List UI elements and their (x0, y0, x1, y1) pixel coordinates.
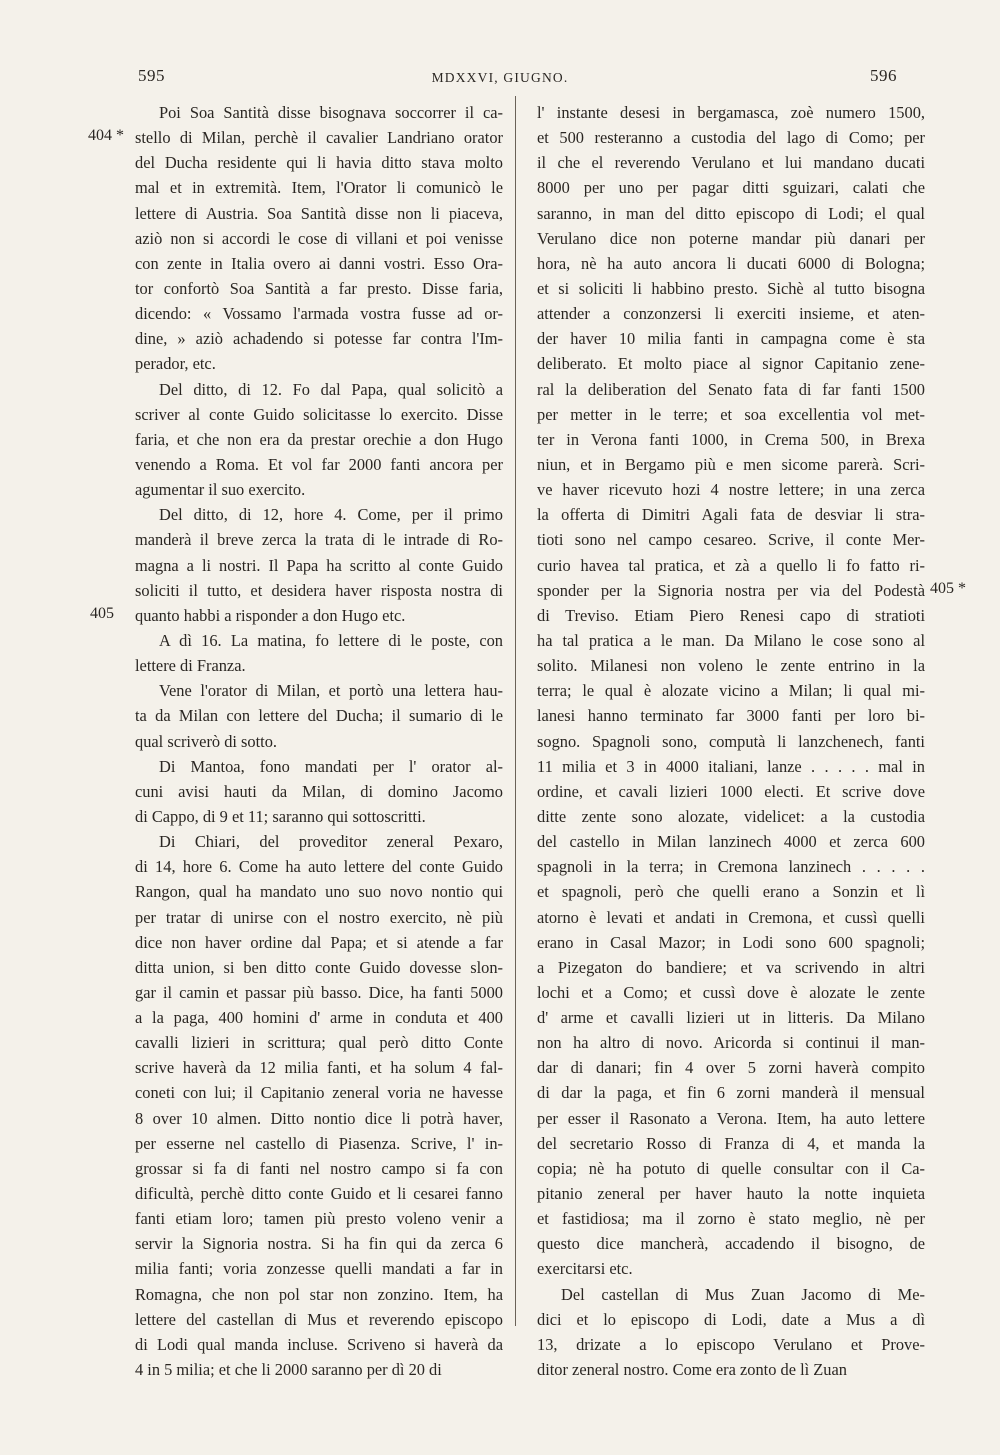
text-line: a la paga, 400 homini d' arme in conduta et 400 (135, 1008, 503, 1028)
text-line: non ha altro di novo. Aricorda si continui il man- (537, 1033, 925, 1053)
text-line: Di Mantoa, fono mandati per l' orator al- (159, 756, 503, 776)
page-number-right: 596 (870, 66, 897, 85)
text-line: lanesi hanno terminato far 3000 fanti per loro bi- (537, 706, 925, 726)
text-line: perador, etc. (135, 354, 216, 374)
left-column (135, 100, 503, 1382)
text-line: coneti con lui; il Capitanio zeneral voria ne havesse (135, 1083, 503, 1103)
text-line: solito. Milanesi non voleno le zente entrino in la (537, 656, 925, 676)
text-line: 8 over 10 almen. Ditto nontio dice li potrà haver, (135, 1108, 503, 1128)
text-line: et si soliciti li habbino presto. Sichè al tutto bisogna (537, 278, 925, 298)
running-title: MDXXVI, GIUGNO. (431, 70, 569, 85)
text-line: soliciti il tutto, et desidera haver risposta nostra di (135, 580, 503, 600)
text-line: attender a conzonzersi li exerciti insieme, et aten- (537, 304, 925, 324)
text-line: ditta union, si ben ditto conte Guido dovesse slon- (135, 957, 503, 977)
text-line: Poi Soa Santità disse bisognava soccorrer il ca- (159, 103, 503, 122)
text-line: il che el reverendo Verulano et lui mandano ducati (537, 153, 925, 173)
text-line: der haver 10 milia fanti in campagna come è sta (537, 329, 925, 349)
text-line: sponder per la Signoria nostra per via del Podestà (537, 580, 925, 600)
text-line: del secretario Rosso di Franza di 4, et manda la (537, 1133, 925, 1153)
column-divider (515, 96, 516, 1326)
text-line: di Cappo, di 9 et 11; saranno qui sottoscritti. (135, 806, 426, 826)
text-line: Vene l'orator di Milan, et portò una lettera hau- (159, 681, 503, 701)
margin-note-404: 404 * (88, 127, 124, 144)
text-line: faria, et che non era da prestar orechie a don Hugo (135, 429, 503, 449)
text-line: quanto habbi a risponder a don Hugo etc. (135, 605, 406, 625)
text-line: et fastidiosa; ma il zorno è stato meglio, nè per (537, 1209, 925, 1229)
text-line: A dì 16. La matina, fo lettere di le poste, con (159, 630, 503, 650)
text-line: per tratar di unirse con el nostro exercito, nè più (135, 907, 503, 927)
text-line: fanti etiam loro; tamen più presto voleno venir a (135, 1209, 503, 1229)
text-line: dine, » aziò achadendo si potesse far contra l'Im- (135, 329, 503, 349)
text-line: erano in Casal Mazor; in Lodi sono 600 spagnoli; (537, 932, 925, 952)
text-line: aziò non si accordi le cose di villani et poi venisse (135, 228, 503, 248)
text-line: ditor zeneral nostro. Come era zonto de lì Zuan (537, 1360, 847, 1380)
text-line: curio havea tal pratica, et zà a quello li fo fatto ri- (537, 555, 925, 575)
text-line: 11 milia et 3 in 4000 italiani, lanze . . . . . mal in (537, 756, 925, 776)
text-line: 13, drizate a lo episcopo Verulano et Prove- (537, 1334, 925, 1354)
text-line: copia; nè ha potuto di quelle consultar con il Ca- (537, 1158, 925, 1178)
text-line: saranno, in man del ditto episcopo di Lodi; el qual (537, 203, 925, 223)
text-line: Del ditto, di 12, hore 4. Come, per il primo (159, 505, 503, 525)
margin-note-405: 405 (90, 605, 114, 622)
text-line: 8000 per uno per pagar ditti sguizari, calati che (537, 178, 925, 198)
text-line: Di Chiari, del proveditor zeneral Pexaro, (159, 832, 503, 852)
text-line: 4 in 5 milia; et che li 2000 saranno per dì 20 di (135, 1360, 442, 1380)
text-line: Del ditto, di 12. Fo dal Papa, qual solicitò a (159, 379, 503, 399)
text-line: scrive haverà da 12 milia fanti, et ha solum 4 fal- (135, 1058, 503, 1078)
text-line: qual scriverò di sotto. (135, 731, 278, 751)
text-line: questo dice mancherà, accadendo il bisogno, de (537, 1234, 925, 1254)
text-line: cavalli lizieri in scrittura; qual però ditto Conte (135, 1033, 503, 1053)
text-line: venendo a Roma. Et vol far 2000 fanti ancora per (135, 454, 503, 474)
margin-note-405-star: 405 * (930, 580, 966, 597)
text-line: sogno. Spagnoli sono, computà li lanzchenech, fanti (537, 731, 925, 751)
text-line: ha tal pratica a le man. Da Milano le cose sono al (537, 630, 925, 650)
right-column (537, 100, 925, 1382)
text-line: ve haver ricevuto hozi 4 nostre lettere; in una zerca (537, 480, 925, 500)
text-line: d' arme et cavalli lizieri ut in litteris. Da Milano (537, 1008, 925, 1028)
text-line: manderà il breve zerca la trata di le intrade di Ro- (135, 530, 503, 550)
text-line: lettere del castellan di Mus et reverendo episcopo (135, 1309, 503, 1329)
text-line: Rangon, qual ha mandato uno suo novo nontio qui (135, 882, 503, 902)
text-line: per esserne nel castello di Piasenza. Scrive, l' in- (135, 1133, 503, 1153)
text-line: Del castellan di Mus Zuan Jacomo di Me- (561, 1284, 925, 1304)
text-line: per metter in le terre; et soa excellentia vol met- (537, 404, 925, 424)
text-line: ter in Verona fanti 1000, in Crema 500, in Brexa (537, 429, 925, 449)
text-line: exercitarsi etc. (537, 1259, 633, 1279)
text-line: con zente in Italia overo ai danni vostri. Esso Ora- (135, 253, 503, 273)
text-line: et 500 resteranno a custodia del lago di Como; per (537, 128, 925, 148)
text-line: per esser il Rasonato a Verona. Item, ha auto lettere (537, 1108, 925, 1128)
text-line: agumentar il suo exercito. (135, 480, 306, 500)
text-line: dicendo: « Vossamo l'armada vostra fusse ad or- (135, 304, 503, 324)
text-line: dici et lo episcopo di Lodi, date a Mus a dì (537, 1309, 925, 1329)
text-line: dar di danari; fin 4 over 5 zorni haverà compito (537, 1058, 925, 1078)
text-line: ordine, et cavali lizieri 1000 electi. Et scrive dove (537, 781, 925, 801)
text-line: et spagnoli, però che quelli erano a Sonzin et lì (537, 882, 925, 902)
text-line: di dar la paga, et fin 6 zorni manderà il mensual (537, 1083, 925, 1103)
text-line: del Ducha residente qui li havia ditto stava molto (135, 153, 503, 173)
text-line: ta da Milan con lettere del Ducha; il sumario di le (135, 706, 503, 726)
text-line: Verulano dice non poterne mandar più danari per (537, 228, 925, 248)
text-line: magna a li nostri. Il Papa ha scritto al conte Guido (135, 555, 503, 575)
text-line: gar il camin et passar più basso. Dice, ha fanti 5000 (135, 982, 503, 1002)
page-number-left: 595 (138, 66, 165, 85)
text-line: scriver al conte Guido solicitasse lo exercito. Disse (135, 404, 503, 424)
text-line: del castello in Milan lanzinech 4000 et zerca 600 (537, 832, 925, 852)
text-line: l' instante desesi in bergamasca, zoè numero 1500, (537, 103, 925, 122)
text-line: atorno è levati et andati in Cremona, et cussì quelli (537, 907, 925, 927)
text-line: a Pizegaton do bandiere; et va scrivendo in altri (537, 957, 925, 977)
text-line: hora, nè ha auto ancora li ducati 6000 di Bologna; (537, 253, 925, 273)
text-line: lettere di Franza. (135, 656, 246, 676)
text-line: cuni avisi hauti da Milan, di domino Jacomo (135, 781, 503, 801)
text-line: di Treviso. Etiam Piero Renesi capo di stratioti (537, 605, 925, 625)
text-line: lochi et a Como; et cussì dove è alozate le zente (537, 982, 925, 1002)
text-line: tioti sono nel campo cesareo. Scrive, il conte Mer- (537, 530, 925, 550)
text-line: terra; le qual è alozate vicino a Milan; li qual mi- (537, 681, 925, 701)
text-line: dice non haver ordine dal Papa; et si atende a far (135, 932, 503, 952)
text-line: mal et in extremità. Item, l'Orator li comunicò le (135, 178, 503, 198)
text-line: la offerta di Dimitri Agali fata de desviar li stra- (537, 505, 925, 525)
text-line: ral la deliberation del Senato fata di far fanti 1500 (537, 379, 925, 399)
text-line: stello di Milan, perchè il cavalier Landriano orator (135, 128, 503, 148)
text-line: dificultà, perchè ditto conte Guido et li cesarei fanno (135, 1184, 503, 1204)
text-line: tor confortò Soa Santità a far presto. Disse faria, (135, 278, 503, 298)
text-line: di Lodi qual manda incluse. Scriveno si haverà da (135, 1334, 503, 1354)
text-line: spagnoli in la terra; in Cremona lanzinech . . . . . (537, 857, 925, 877)
text-line: niun, et in Bergamo più e men sicome parerà. Scri- (537, 454, 925, 474)
text-line: deliberato. Et molto piace al signor Capitanio zene- (537, 354, 925, 374)
text-line: pitanio zeneral per haver hauto la notte inquieta (537, 1184, 925, 1204)
text-line: ditte zente sono alozate, videlicet: a la custodia (537, 806, 925, 826)
text-line: Romagna, che non pol star non zonzino. Item, ha (135, 1284, 503, 1304)
text-line: lettere di Austria. Soa Santità disse non li piaceva, (135, 203, 503, 223)
text-line: di 14, hore 6. Come ha auto lettere del conte Guido (135, 857, 503, 877)
text-line: grossar si fa di fanti nel nostro campo si fa con (135, 1158, 503, 1178)
text-line: milia fanti; voria zonzesse quelli mandati a far in (135, 1259, 503, 1279)
text-line: servir la Signoria nostra. Si ha fin qui da zerca 6 (135, 1234, 503, 1254)
